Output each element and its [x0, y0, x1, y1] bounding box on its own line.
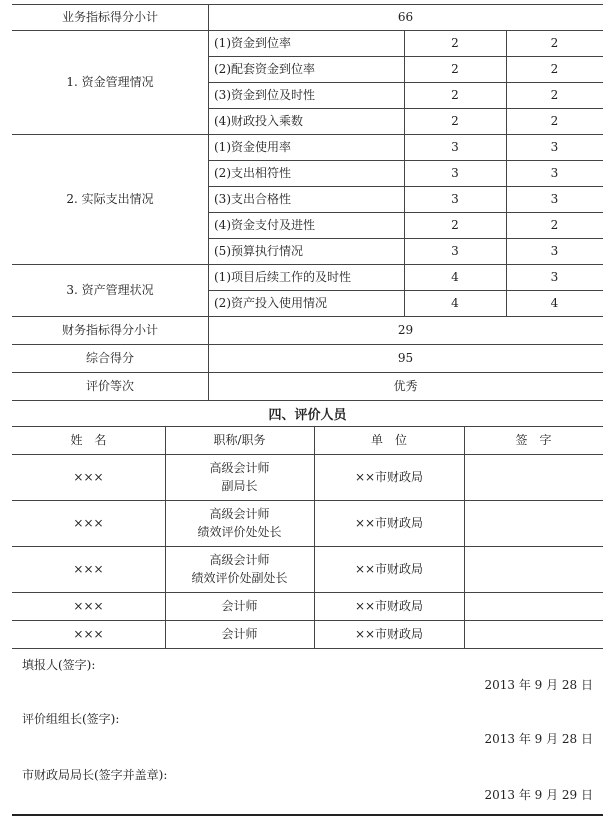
actual-score: 2	[550, 114, 559, 128]
actual-score: 3	[550, 140, 559, 154]
evaluator-unit: ××市财政局	[354, 470, 424, 484]
full-score: 3	[451, 166, 459, 180]
evaluator-signature-cell[interactable]	[464, 454, 603, 500]
evaluator-signature-cell[interactable]	[464, 500, 603, 546]
full-score: 3	[451, 140, 459, 154]
item-label: (5)预算执行情况	[214, 244, 303, 258]
full-score: 4	[451, 270, 459, 284]
item-label: (1)资金到位率	[214, 36, 291, 50]
full-score: 2	[451, 114, 459, 128]
total-score-value: 95	[397, 351, 414, 365]
full-score: 2	[451, 36, 459, 50]
evaluator-title-line1: 高级会计师	[209, 507, 270, 521]
item-label: (1)资金使用率	[214, 140, 291, 154]
evaluator-title: 会计师	[221, 599, 258, 613]
evaluator-unit: ××市财政局	[354, 562, 424, 576]
evaluator-title-line1: 高级会计师	[209, 461, 270, 475]
header-name: 姓 名	[70, 433, 107, 447]
item-label: (4)资金支付及进性	[214, 218, 315, 232]
header-sign: 签 字	[515, 433, 552, 447]
finance-subtotal-label: 财务指标得分小计	[61, 323, 158, 337]
finance-subtotal-value: 29	[397, 323, 414, 337]
group-name: 2. 实际支出情况	[66, 192, 154, 206]
full-score: 3	[451, 244, 459, 258]
bottom-rule	[12, 814, 603, 816]
group-name: 3. 资产管理状况	[66, 283, 154, 297]
team-leader-signature-date: 2013 年 9 月 28 日	[484, 732, 593, 746]
actual-score: 3	[550, 192, 559, 206]
evaluator-name: ×××	[73, 562, 104, 576]
evaluator-title	[165, 500, 314, 546]
full-score: 2	[451, 62, 459, 76]
actual-score: 4	[550, 296, 559, 310]
actual-score: 2	[550, 218, 559, 232]
evaluator-name: ×××	[73, 470, 104, 484]
actual-score: 2	[550, 36, 559, 50]
section-title: 四、评价人员	[268, 407, 347, 423]
actual-score: 3	[550, 270, 559, 284]
grade-label: 评价等次	[85, 379, 134, 393]
full-score: 3	[451, 192, 459, 206]
evaluator-unit: ××市财政局	[354, 599, 424, 613]
full-score: 2	[451, 88, 459, 102]
evaluator-title	[165, 546, 314, 592]
item-label: (3)资金到位及时性	[214, 88, 315, 102]
evaluator-signature-cell[interactable]	[464, 620, 603, 648]
evaluator-name: ×××	[73, 599, 104, 613]
evaluator-name: ×××	[73, 627, 104, 641]
evaluator-title-line2: 副局长	[221, 479, 258, 493]
director-signature-date: 2013 年 9 月 29 日	[484, 788, 593, 802]
full-score: 4	[451, 296, 459, 310]
business-subtotal-label: 业务指标得分小计	[61, 10, 158, 24]
filler-signature-label: 填报人(签字):	[22, 658, 96, 672]
item-label: (2)支出相符性	[214, 166, 291, 180]
item-label: (2)资产投入使用情况	[214, 296, 327, 310]
evaluator-unit: ××市财政局	[354, 516, 424, 530]
business-subtotal-value: 66	[397, 10, 414, 24]
evaluator-title-line2: 绩效评价处处长	[197, 525, 282, 539]
grade-value: 优秀	[393, 379, 418, 393]
total-score-label: 综合得分	[85, 351, 134, 365]
actual-score: 2	[550, 62, 559, 76]
item-label: (4)财政投入乘数	[214, 114, 303, 128]
evaluator-title-line1: 高级会计师	[209, 553, 270, 567]
director-signature-label: 市财政局局长(签字并盖章):	[22, 768, 168, 782]
team-leader-signature-label: 评价组组长(签字):	[22, 712, 120, 726]
evaluator-unit: ××市财政局	[354, 627, 424, 641]
filler-signature-date: 2013 年 9 月 28 日	[484, 678, 593, 692]
full-score: 2	[451, 218, 459, 232]
evaluator-title-line2: 绩效评价处副处长	[191, 571, 288, 585]
actual-score: 2	[550, 88, 559, 102]
group-name: 1. 资金管理情况	[66, 75, 154, 89]
item-label: (2)配套资金到位率	[214, 62, 315, 76]
evaluator-signature-cell[interactable]	[464, 546, 603, 592]
evaluator-title	[165, 454, 314, 500]
header-unit: 单 位	[370, 433, 407, 447]
evaluator-name: ×××	[73, 516, 104, 530]
actual-score: 3	[550, 244, 559, 258]
evaluator-title: 会计师	[221, 627, 258, 641]
actual-score: 3	[550, 166, 559, 180]
item-label: (3)支出合格性	[214, 192, 291, 206]
item-label: (1)项目后续工作的及时性	[214, 270, 351, 284]
header-title: 职称/职务	[213, 433, 266, 447]
evaluator-signature-cell[interactable]	[464, 592, 603, 620]
